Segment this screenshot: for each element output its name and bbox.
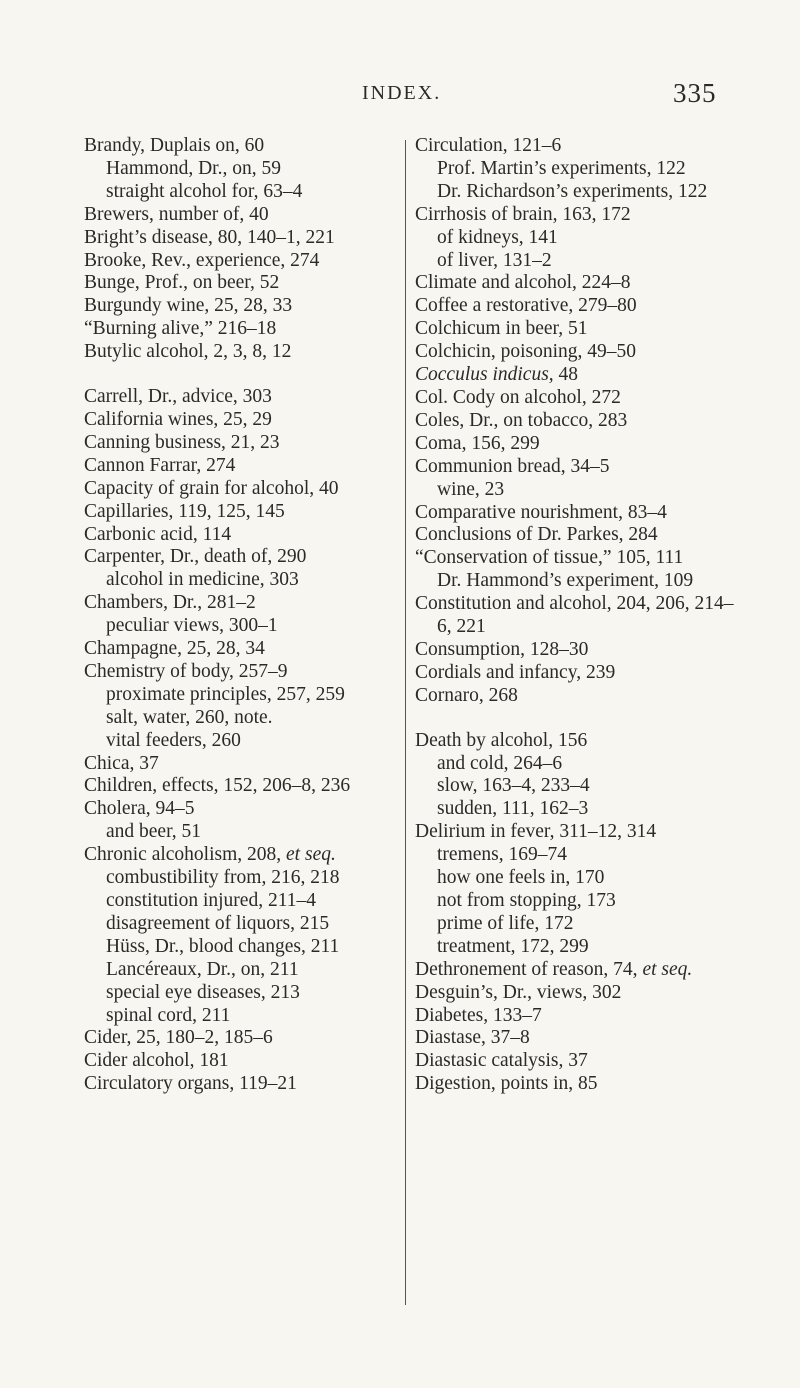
entry-text: Hammond, Dr., on, 59 <box>106 157 281 179</box>
entry-text: Capacity of grain for alcohol, 40 <box>84 477 339 499</box>
entry-text: alcohol in medicine, 303 <box>106 569 299 591</box>
index-entry <box>84 1027 414 1050</box>
index-entry <box>84 661 414 684</box>
index-subentry <box>415 913 745 936</box>
index-entry <box>415 1050 745 1073</box>
entry-text: Burgundy wine, 25, 28, 33 <box>84 295 293 317</box>
entry-text: Carrell, Dr., advice, 303 <box>84 386 272 408</box>
entry-text: Climate and alcohol, 224–8 <box>415 272 631 294</box>
entry-text: Cholera, 94–5 <box>84 798 195 820</box>
entry-text: Coma, 156, 299 <box>415 432 540 454</box>
index-entry <box>415 685 745 708</box>
entry-text: Colchicum in beer, 51 <box>415 318 588 340</box>
index-subentry <box>415 158 745 181</box>
entry-text: Bunge, Prof., on beer, 52 <box>84 272 280 294</box>
entry-text: Capillaries, 119, 125, 145 <box>84 500 285 522</box>
index-subentry <box>415 844 745 867</box>
index-subentry <box>415 867 745 890</box>
index-entry <box>84 524 414 547</box>
index-entry <box>84 432 414 455</box>
entry-text: Circulation, 121–6 <box>415 135 562 156</box>
index-subentry <box>84 569 414 592</box>
entry-text: treatment, 172, 299 <box>437 935 589 957</box>
index-entry <box>84 341 414 364</box>
entry-text: disagreement of liquors, 215 <box>106 912 330 934</box>
entry-text: Chambers, Dr., 281–2 <box>84 592 256 614</box>
entry-text: salt, water, 260, note. <box>106 706 273 728</box>
entry-text: Diastase, 37–8 <box>415 1027 530 1049</box>
entry-text: Conclusions of Dr. Parkes, 284 <box>415 524 658 546</box>
index-subentry <box>415 479 745 502</box>
index-entry <box>415 662 745 685</box>
entry-text: Carpenter, Dr., death of, 290 <box>84 546 307 568</box>
index-entry <box>84 135 414 158</box>
page-header <box>0 78 800 112</box>
entry-text: Hüss, Dr., blood changes, 211 <box>106 935 340 957</box>
entry-text: Cornaro, 268 <box>415 684 518 706</box>
entry-italic-tail: et seq. <box>286 844 336 866</box>
index-entry <box>84 546 414 569</box>
entry-text: Children, effects, 152, 206–8, 236 <box>84 775 351 797</box>
entry-text: “Conservation of tissue,” 105, 111 <box>415 547 684 569</box>
entry-text: peculiar views, 300–1 <box>106 615 278 637</box>
entry-text: combustibility from, 216, 218 <box>106 867 340 889</box>
entry-text: Coles, Dr., on tobacco, 283 <box>415 409 628 431</box>
index-entry <box>84 1050 414 1073</box>
running-title: INDEX. <box>362 82 442 104</box>
index-subentry <box>84 867 414 890</box>
index-subentry <box>415 753 745 776</box>
index-entry <box>415 387 745 410</box>
entry-text: constitution injured, 211–4 <box>106 890 316 911</box>
entry-text: Cannon Farrar, 274 <box>84 454 236 476</box>
index-subentry <box>84 181 414 204</box>
index-entry <box>84 798 414 821</box>
index-subentry <box>415 181 745 204</box>
entry-text: Champagne, 25, 28, 34 <box>84 638 265 660</box>
entry-text: Chronic alcoholism, 208, <box>84 844 282 866</box>
index-entry <box>415 959 745 982</box>
entry-text: and cold, 264–6 <box>437 752 563 774</box>
entry-text: Dr. Richardson’s experiments, 122 <box>437 180 708 202</box>
index-entry <box>84 455 414 478</box>
entry-text: Desguin’s, Dr., views, 302 <box>415 981 622 1003</box>
entry-text: of liver, 131–2 <box>437 249 552 271</box>
index-entry <box>415 730 745 753</box>
index-entry <box>84 1073 414 1096</box>
entry-text: Comparative nourishment, 83–4 <box>415 501 667 523</box>
entry-text: slow, 163–4, 233–4 <box>437 775 590 797</box>
index-entry <box>415 341 745 364</box>
entry-text: Delirium in fever, 311–12, 314 <box>415 821 657 843</box>
entry-text: Carbonic acid, 114 <box>84 523 232 545</box>
entry-text: sudden, 111, 162–3 <box>437 798 589 820</box>
index-subentry <box>415 570 745 593</box>
index-entry <box>415 295 745 318</box>
entry-text: Death by alcohol, 156 <box>415 729 588 751</box>
index-subentry <box>84 913 414 936</box>
entry-text: tremens, 169–74 <box>437 844 567 866</box>
index-entry <box>84 638 414 661</box>
entry-text: vital feeders, 260 <box>106 729 241 751</box>
entry-text: Cirrhosis of brain, 163, 172 <box>415 203 631 225</box>
index-entry <box>84 227 414 250</box>
index-subentry <box>84 158 414 181</box>
index-entry <box>84 409 414 432</box>
index-entry <box>415 135 745 158</box>
index-subentry <box>415 250 745 273</box>
index-entry <box>84 501 414 524</box>
entry-text: 48 <box>553 364 579 386</box>
entry-text: Chica, 37 <box>84 752 159 774</box>
index-entry <box>84 775 414 798</box>
entry-text: not from stopping, 173 <box>437 890 616 911</box>
index-entry <box>415 364 745 387</box>
section-gap <box>415 708 745 730</box>
index-subentry <box>415 936 745 959</box>
entry-text: Col. Cody on alcohol, 272 <box>415 386 621 408</box>
index-subentry <box>84 890 414 913</box>
index-entry <box>415 821 745 844</box>
index-subentry <box>415 775 745 798</box>
index-subentry <box>415 890 745 913</box>
index-subentry <box>84 684 414 707</box>
entry-text: Cider, 25, 180–2, 185–6 <box>84 1027 273 1049</box>
index-entry <box>415 502 745 525</box>
entry-text: proximate principles, 257, 259 <box>106 683 345 705</box>
index-entry <box>84 250 414 273</box>
section-gap <box>84 364 414 386</box>
entry-text: how one feels in, 170 <box>437 867 605 889</box>
entry-italic-tail: et seq. <box>642 958 693 980</box>
entry-text: Butylic alcohol, 2, 3, 8, 12 <box>84 341 292 363</box>
entry-text: Dethronement of reason, 74, <box>415 958 638 980</box>
index-entry <box>415 593 745 639</box>
entry-text: Dr. Hammond’s experiment, 109 <box>437 570 694 592</box>
index-subentry <box>84 615 414 638</box>
index-entry <box>84 204 414 227</box>
index-entry <box>415 547 745 570</box>
index-subentry <box>84 1005 414 1028</box>
index-entry <box>84 592 414 615</box>
entry-text: Brewers, number of, 40 <box>84 203 269 225</box>
entry-text: wine, 23 <box>437 478 505 500</box>
entry-text: Diabetes, 133–7 <box>415 1004 542 1026</box>
index-entry <box>415 1005 745 1028</box>
index-subentry <box>415 227 745 250</box>
index-subentry <box>84 821 414 844</box>
entry-text: and beer, 51 <box>106 821 202 843</box>
index-entry <box>415 433 745 456</box>
entry-text: of kidneys, 141 <box>437 226 558 248</box>
entry-text: Brooke, Rev., experience, 274 <box>84 249 320 271</box>
index-subentry <box>84 936 414 959</box>
index-subentry <box>84 982 414 1005</box>
entry-text: Lancéreaux, Dr., on, 211 <box>106 958 299 980</box>
entry-text: Constitution and alcohol, 204, 206, 214–6, 221 <box>415 593 734 638</box>
index-entry <box>84 318 414 341</box>
index-column-right <box>415 135 745 1096</box>
index-entry <box>415 410 745 433</box>
index-entry <box>84 295 414 318</box>
index-entry <box>415 456 745 479</box>
index-entry <box>415 524 745 547</box>
entry-text: Canning business, 21, 23 <box>84 431 280 453</box>
entry-text: Circulatory organs, 119–21 <box>84 1073 297 1095</box>
entry-text: Cider alcohol, 181 <box>84 1050 229 1072</box>
index-entry <box>415 1027 745 1050</box>
entry-text: prime of life, 172 <box>437 912 574 934</box>
entry-text: Communion bread, 34–5 <box>415 455 610 477</box>
index-entry <box>84 386 414 409</box>
index-entry <box>84 844 414 867</box>
index-entry <box>415 204 745 227</box>
entry-text: Coffee a restorative, 279–80 <box>415 295 637 317</box>
entry-italic-term: Cocculus indicus, <box>415 364 554 386</box>
index-entry <box>415 318 745 341</box>
page-number: 335 <box>673 78 717 108</box>
index-entry <box>84 478 414 501</box>
entry-text: straight alcohol for, 63–4 <box>106 180 303 202</box>
entry-text: California wines, 25, 29 <box>84 408 272 430</box>
entry-text: Diastasic catalysis, 37 <box>415 1050 588 1072</box>
index-entry <box>415 982 745 1005</box>
index-subentry <box>84 730 414 753</box>
index-entry <box>415 272 745 295</box>
entry-text: Chemistry of body, 257–9 <box>84 660 288 682</box>
entry-text: Prof. Martin’s experiments, 122 <box>437 157 686 179</box>
index-subentry <box>415 798 745 821</box>
index-entry <box>84 753 414 776</box>
index-subentry <box>84 959 414 982</box>
entry-text: Cordials and infancy, 239 <box>415 661 616 683</box>
index-entry <box>415 639 745 662</box>
entry-text: “Burning alive,” 216–18 <box>84 318 277 340</box>
entry-text: Bright’s disease, 80, 140–1, 221 <box>84 226 335 248</box>
entry-text: spinal cord, 211 <box>106 1004 231 1026</box>
entry-text: Digestion, points in, 85 <box>415 1073 598 1095</box>
index-entry <box>415 1073 745 1096</box>
entry-text: Colchicin, poisoning, 49–50 <box>415 341 636 363</box>
entry-text: special eye diseases, 213 <box>106 981 300 1003</box>
index-column-left <box>84 135 414 1096</box>
entry-text: Brandy, Duplais on, 60 <box>84 135 265 156</box>
index-entry <box>84 272 414 295</box>
index-subentry <box>84 707 414 730</box>
entry-text: Consumption, 128–30 <box>415 638 589 660</box>
